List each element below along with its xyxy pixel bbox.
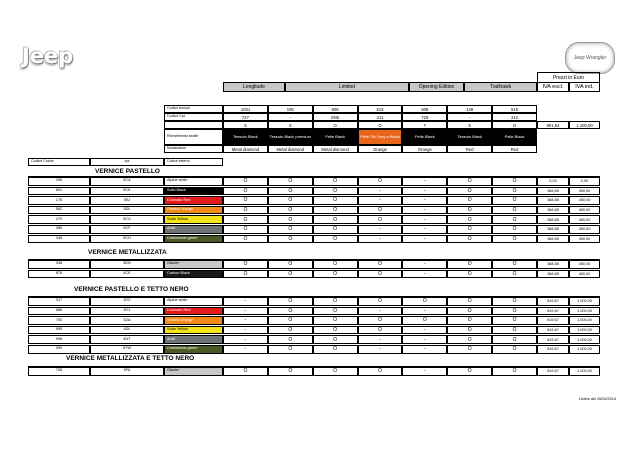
spec-codice-0: 103J [223, 105, 268, 113]
price-iva-incl: 450,00 [569, 196, 600, 205]
availability-cell: O [447, 235, 492, 244]
availability-cell: O [402, 316, 447, 325]
col-header-colore-esterni: Colore esterni [164, 158, 223, 166]
availability-cell: O [268, 326, 313, 335]
color-code: 996 [28, 335, 90, 344]
color-opt: 4DT [90, 335, 164, 344]
availability-cell: O [447, 206, 492, 215]
color-opt: 6Y1 [90, 307, 164, 316]
availability-cell: O [268, 215, 313, 224]
availability-cell: O [223, 235, 268, 244]
availability-cell: O [358, 367, 403, 376]
availability-cell: O [313, 367, 358, 376]
color-name-swatch: Omaha Orange [164, 316, 223, 325]
color-opt: 5CA [90, 177, 164, 186]
availability-cell: O [268, 335, 313, 344]
color-name-swatch: Commando green [164, 235, 223, 244]
price-iva-incl: 450,00 [569, 206, 600, 215]
price-iva-excl: 368,85 [537, 206, 569, 215]
availability-cell: O [492, 177, 537, 186]
footer-date: Listino del 26/02/2014 [578, 397, 616, 401]
spec-label-std [164, 121, 223, 129]
availability-cell: O [268, 345, 313, 354]
spec-codice-1: 105 [268, 105, 313, 113]
availability-cell: O [313, 316, 358, 325]
availability-cell: O [492, 297, 537, 306]
availability-cell: - [358, 235, 403, 244]
availability-cell: O [358, 316, 403, 325]
color-name-swatch: Anvil [164, 225, 223, 234]
availability-cell: O [447, 335, 492, 344]
color-name-swatch: Solid Black [164, 187, 223, 196]
availability-cell: O [313, 307, 358, 316]
availability-cell: - [223, 297, 268, 306]
spec-std-price-excl: 901,64 [537, 121, 569, 129]
spec-cp-3: 211 [358, 113, 403, 121]
availability-cell: - [223, 345, 268, 354]
availability-cell: - [358, 335, 403, 344]
color-opt: 5ZA [90, 316, 164, 325]
availability-cell: O [447, 270, 492, 279]
availability-cell: O [447, 187, 492, 196]
availability-cell: O [268, 177, 313, 186]
color-opt: 5CG [90, 215, 164, 224]
availability-cell: - [358, 307, 403, 316]
section-title: VERNICE PASTELLO [95, 168, 160, 175]
availability-cell: - [402, 206, 447, 215]
availability-cell: O [492, 270, 537, 279]
spec-std-4: T [402, 121, 447, 129]
color-code: 700 [28, 316, 90, 325]
availability-cell: O [313, 335, 358, 344]
price-iva-excl: 368,85 [537, 187, 569, 196]
availability-cell: O [492, 196, 537, 205]
spec-modanature-3: Orange [358, 145, 403, 153]
price-iva-incl: 1.000,00 [569, 326, 600, 335]
availability-cell: O [313, 326, 358, 335]
availability-cell: O [447, 326, 492, 335]
spec-modanature-2: Metal diamond [313, 145, 358, 153]
spec-label-cp: Codice Cpt [164, 113, 223, 121]
availability-cell: - [402, 187, 447, 196]
color-code: 686 [28, 307, 90, 316]
availability-cell: O [358, 297, 403, 306]
price-iva-excl: 819,67 [537, 307, 569, 316]
availability-cell: - [402, 235, 447, 244]
availability-cell: O [447, 196, 492, 205]
availability-cell: - [223, 307, 268, 316]
availability-cell: O [492, 206, 537, 215]
availability-cell: O [268, 297, 313, 306]
availability-cell: O [447, 177, 492, 186]
color-opt: 5DN [90, 260, 164, 269]
spec-cp-2: 8N5 [313, 113, 358, 121]
price-iva-excl: 368,85 [537, 260, 569, 269]
price-iva-incl: 450,00 [569, 225, 600, 234]
spec-rivestimento-3: Pelle Ski Grey e Black [358, 129, 403, 145]
availability-cell: O [358, 326, 403, 335]
price-iva-excl: 819,67 [537, 367, 569, 376]
availability-cell: - [223, 316, 268, 325]
availability-cell: - [223, 326, 268, 335]
spec-std-3: O [358, 121, 403, 129]
availability-cell: O [313, 196, 358, 205]
price-iva-incl: 1.000,00 [569, 297, 600, 306]
availability-cell: O [358, 177, 403, 186]
color-code: 317 [28, 297, 90, 306]
availability-cell: - [402, 326, 447, 335]
spec-cp-1: - [268, 113, 313, 121]
availability-cell: O [447, 215, 492, 224]
availability-cell: O [268, 225, 313, 234]
version-longitude: Longitude [223, 82, 285, 92]
color-name-swatch: Colorado Red [164, 307, 223, 316]
price-iva-excl: 368,85 [537, 215, 569, 224]
availability-cell: O [492, 225, 537, 234]
price-header-title: Prezzi in Euro [537, 72, 600, 82]
availability-cell: O [268, 316, 313, 325]
availability-cell: O [492, 260, 537, 269]
availability-cell: O [268, 260, 313, 269]
price-iva-excl: 819,67 [537, 297, 569, 306]
availability-cell: - [223, 335, 268, 344]
spec-cp-4: 728 [402, 113, 447, 121]
color-name-swatch: Alpine white [164, 177, 223, 186]
spec-codice-5: 149 [447, 105, 492, 113]
availability-cell: O [223, 367, 268, 376]
availability-cell: - [402, 270, 447, 279]
availability-cell: - [402, 345, 447, 354]
spec-std-1: S [268, 121, 313, 129]
price-iva-excl: 819,67 [537, 345, 569, 354]
availability-cell: O [313, 187, 358, 196]
availability-cell: O [223, 260, 268, 269]
availability-cell: O [492, 345, 537, 354]
availability-cell: O [313, 235, 358, 244]
availability-cell: O [358, 260, 403, 269]
availability-cell: - [402, 225, 447, 234]
price-iva-excl: 819,67 [537, 335, 569, 344]
availability-cell: O [313, 206, 358, 215]
color-code: 348 [28, 260, 90, 269]
price-iva-incl: 450,00 [569, 215, 600, 224]
spec-modanature-0: Metal diamond [223, 145, 268, 153]
availability-cell: - [358, 345, 403, 354]
availability-cell: O [358, 270, 403, 279]
section-title: VERNICE PASTELLO E TETTO NERO [74, 286, 189, 293]
availability-cell: O [268, 367, 313, 376]
price-header-iva-excl: IVA escl. [537, 82, 569, 92]
availability-cell: O [492, 307, 537, 316]
availability-cell: O [223, 196, 268, 205]
availability-cell: O [313, 260, 358, 269]
spec-rivestimento-0: Tessuto Black [223, 129, 268, 145]
color-name-swatch: Anvil [164, 335, 223, 344]
availability-cell: O [313, 225, 358, 234]
col-header-opt: opt [90, 158, 164, 166]
availability-cell: O [223, 187, 268, 196]
price-iva-incl: 450,00 [569, 235, 600, 244]
spec-rivestimento-4: Pelle Black [402, 129, 447, 145]
spec-std-price-incl: 1.100,00 [569, 121, 600, 129]
availability-cell: - [402, 215, 447, 224]
color-name-swatch: Solar Yellow [164, 215, 223, 224]
jeep-logo: Jeep [22, 44, 74, 68]
price-iva-incl: 450,00 [569, 270, 600, 279]
spec-label-modanature: Modanature [164, 145, 223, 153]
availability-cell: O [492, 367, 537, 376]
color-opt: 5CH [90, 235, 164, 244]
availability-cell: - [402, 335, 447, 344]
availability-cell: O [447, 316, 492, 325]
color-opt: 4DL [90, 326, 164, 335]
color-code: 562 [28, 206, 90, 215]
availability-cell: O [492, 235, 537, 244]
availability-cell: - [402, 177, 447, 186]
availability-cell: O [358, 206, 403, 215]
col-header-codice: Codice Colore [28, 158, 90, 166]
availability-cell: O [492, 316, 537, 325]
price-iva-excl: 368,85 [537, 225, 569, 234]
color-name-swatch: Alpine white [164, 297, 223, 306]
availability-cell: O [492, 326, 537, 335]
price-iva-excl: 819,67 [537, 326, 569, 335]
spec-label-codice: Codice tessuti [164, 105, 223, 113]
color-opt: 5CK [90, 187, 164, 196]
price-iva-incl: 1.000,00 [569, 316, 600, 325]
spec-modanature-1: Metal diamond [268, 145, 313, 153]
spec-codice-6: 515 [492, 105, 537, 113]
spec-modanature-6: Red [492, 145, 537, 153]
price-iva-excl: 0,00 [537, 177, 569, 186]
color-code: 270 [28, 215, 90, 224]
availability-cell: O [313, 297, 358, 306]
availability-cell: O [492, 215, 537, 224]
spec-codice-2: 506 [313, 105, 358, 113]
color-opt: 5DL [90, 206, 164, 215]
spec-cp-5: - [447, 113, 492, 121]
color-code: 601 [28, 187, 90, 196]
price-iva-excl: 368,85 [537, 235, 569, 244]
availability-cell: O [223, 215, 268, 224]
section-title: VERNICE METALLIZZATA [88, 249, 167, 256]
availability-cell: O [447, 345, 492, 354]
color-name-swatch: Solar Yellow [164, 326, 223, 335]
price-iva-incl: 0,00 [569, 177, 600, 186]
availability-cell: O [223, 206, 268, 215]
availability-cell: O [268, 196, 313, 205]
color-name-swatch: Omaha Orange [164, 206, 223, 215]
availability-cell: O [268, 187, 313, 196]
color-code: 876 [28, 270, 90, 279]
availability-cell: O [358, 215, 403, 224]
availability-cell: O [492, 335, 537, 344]
availability-cell: - [358, 187, 403, 196]
wrangler-badge: Jeep Wrangler [565, 42, 615, 74]
price-iva-incl: 450,00 [569, 260, 600, 269]
color-name-swatch: Colorado Red [164, 196, 223, 205]
availability-cell: O [268, 270, 313, 279]
spec-std-2: O [313, 121, 358, 129]
availability-cell: O [447, 260, 492, 269]
color-opt: 5CF [90, 225, 164, 234]
price-iva-excl: 368,85 [537, 270, 569, 279]
spec-cp-0: 727 [223, 113, 268, 121]
availability-cell: - [402, 367, 447, 376]
color-code: 385 [28, 225, 90, 234]
color-code: 708 [28, 367, 90, 376]
price-iva-excl: 819,67 [537, 316, 569, 325]
spec-std-6: O [492, 121, 537, 129]
spec-codice-4: 508 [402, 105, 447, 113]
availability-cell: O [223, 225, 268, 234]
spec-cp-6: 212 [492, 113, 537, 121]
version-limited: Limited [285, 82, 409, 92]
availability-cell: O [313, 270, 358, 279]
spec-std-5: S [447, 121, 492, 129]
availability-cell: O [223, 270, 268, 279]
availability-cell: O [268, 235, 313, 244]
price-iva-incl: 1.000,00 [569, 307, 600, 316]
price-header-iva-incl: IVA ind. [569, 82, 600, 92]
color-opt: 5YW [90, 345, 164, 354]
spec-rivestimento-1: Tessuto Black premium [268, 129, 313, 145]
spec-rivestimento-2: Pelle Black [313, 129, 358, 145]
availability-cell: O [313, 215, 358, 224]
version-opening-edition: Opening Edition [409, 82, 464, 92]
price-iva-excl: 368,85 [537, 196, 569, 205]
color-opt: 5SJ [90, 196, 164, 205]
spec-modanature-5: Red [447, 145, 492, 153]
price-iva-incl: 1.000,00 [569, 367, 600, 376]
color-code: 995 [28, 326, 90, 335]
spec-modanature-4: Orange [402, 145, 447, 153]
price-iva-incl: 1.000,00 [569, 345, 600, 354]
availability-cell: - [358, 225, 403, 234]
color-opt: 6Y0 [90, 297, 164, 306]
availability-cell: - [402, 307, 447, 316]
availability-cell: O [492, 187, 537, 196]
availability-cell: - [358, 196, 403, 205]
spec-rivestimento-5: Tessuto Black [447, 129, 492, 145]
availability-cell: O [313, 177, 358, 186]
color-opt: 5FA [90, 367, 164, 376]
color-code: 176 [28, 196, 90, 205]
availability-cell: - [402, 196, 447, 205]
spec-rivestimento-6: Pelle Black [492, 129, 537, 145]
color-name-swatch: Glacier [164, 367, 223, 376]
color-name-swatch: Commando green [164, 345, 223, 354]
price-iva-incl: 450,00 [569, 187, 600, 196]
availability-cell: - [402, 260, 447, 269]
spec-std-0: S [223, 121, 268, 129]
color-opt: 5CE [90, 270, 164, 279]
color-code: 345 [28, 235, 90, 244]
color-code: 999 [28, 345, 90, 354]
availability-cell: O [313, 345, 358, 354]
availability-cell: O [447, 367, 492, 376]
availability-cell: O [402, 297, 447, 306]
price-iva-incl: 1.000,00 [569, 335, 600, 344]
availability-cell: O [447, 225, 492, 234]
version-trailhawk: Trailhawk [464, 82, 537, 92]
color-name-swatch: Glacier [164, 260, 223, 269]
availability-cell: O [268, 307, 313, 316]
spec-codice-3: 513 [358, 105, 403, 113]
availability-cell: O [223, 177, 268, 186]
color-name-swatch: Carbon Black [164, 270, 223, 279]
availability-cell: O [268, 206, 313, 215]
color-code: 296 [28, 177, 90, 186]
section-title: VERNICE METALLIZZATA E TETTO NERO [66, 355, 195, 362]
availability-cell: O [447, 307, 492, 316]
spec-label-rivestimento: Rivestimento sedile [164, 129, 223, 145]
availability-cell: O [447, 297, 492, 306]
